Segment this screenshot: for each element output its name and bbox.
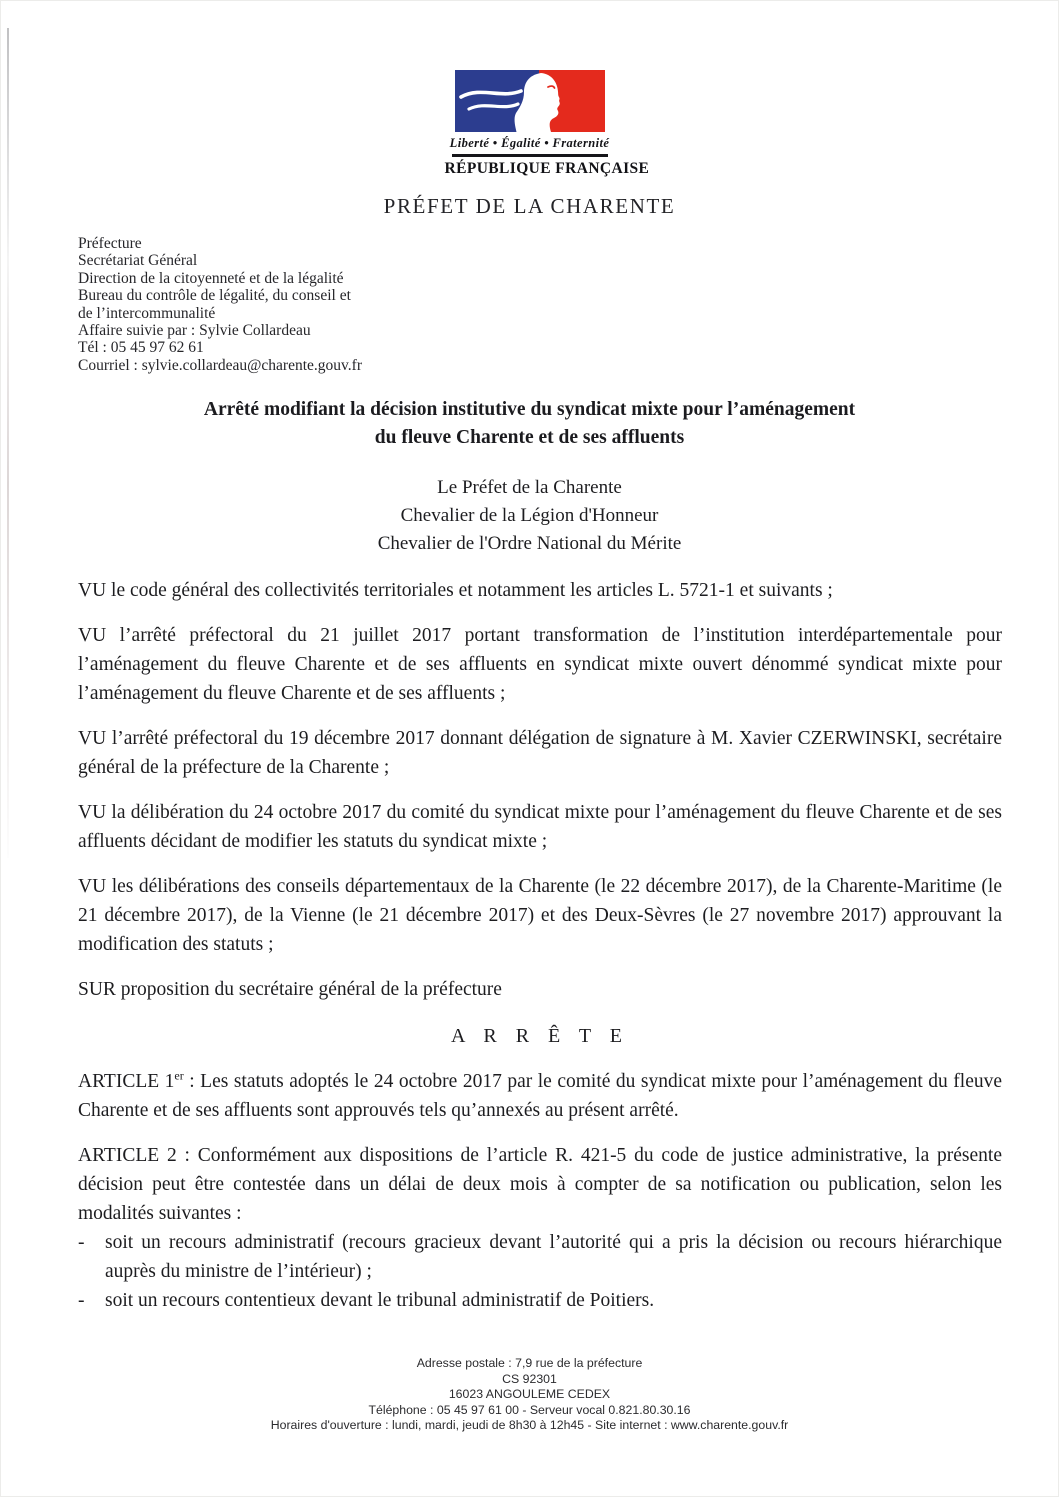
footer-postal-address: Adresse postale : 7,9 rue de la préfecture — [416, 1356, 643, 1371]
french-republic-logo — [444, 70, 650, 178]
contact-line: Direction de la citoyenneté et de la légalité — [78, 269, 344, 287]
footer-city: 16023 ANGOULEME CEDEX — [448, 1387, 611, 1402]
logo-divider — [452, 154, 608, 157]
recital-paragraph: VU les délibérations des conseils départementaux de la Charente (le 22 décembre 2017), de la Charente-Maritime (le 21 décembre 2017), de la Vienne (le 21 décembre 2017) et des Deux-Sèvres (le 27 novembre 2017) approuvant la modification des statuts ; — [78, 876, 1002, 956]
contact-line: Secrétariat Général — [78, 252, 198, 270]
document-title — [0, 396, 1059, 452]
recital-paragraph: VU la délibération du 24 octobre 2017 du comité du syndicat mixte pour l’aménagement du fleuve Charente et de ses affluents décidant de modifier les statuts du syndicat mixte ; — [78, 802, 1002, 853]
recourse-item-text: soit un recours contentieux devant le tribunal administratif de Poitiers. — [105, 1290, 655, 1312]
recourse-list-item — [78, 1286, 1002, 1315]
contact-line: Bureau du contrôle de légalité, du conseil et — [78, 287, 351, 305]
recital-paragraph: VU l’arrêté préfectoral du 21 juillet 2017 portant transformation de l’institution interdépartementale pour l’aménagement du fleuve Charente et de ses affluents en syndicat mixte ouvert dénommé syndicat mixte pour l’aménagement du fleuve Charente et de ses affluents ; — [78, 625, 1002, 705]
article-2-paragraph: ARTICLE 2 : Conformément aux dispositions de l’article R. 421-5 du code de justice administrative, la présente décision peut être contestée dans un délai de deux mois à compter de sa notification ou publication, selon les modalités suivantes : — [78, 1145, 1002, 1225]
republic-motto: Liberté • Égalité • Fraternité — [449, 136, 610, 150]
contact-line: Affaire suivie par : Sylvie Collardeau — [78, 322, 311, 340]
contact-line: Préfecture — [78, 235, 142, 252]
page-footer — [0, 1356, 1059, 1434]
contact-line-email: Courriel : sylvie.collardeau@charente.gouv.fr — [78, 356, 362, 374]
recital-paragraph: SUR proposition du secrétaire général de la préfecture — [78, 979, 502, 1001]
issuer-line: Chevalier de l'Ordre National du Mérite — [377, 533, 682, 555]
marianne-icon — [455, 70, 605, 132]
document-title-line1: Arrêté modifiant la décision institutive du syndicat mixte pour l’aménagement — [203, 399, 856, 421]
document-title-line2: du fleuve Charente et de ses affluents — [374, 427, 685, 449]
contact-line: de l’intercommunalité — [78, 304, 216, 322]
footer-cs-box: CS 92301 — [502, 1371, 557, 1386]
recital-paragraph: VU le code général des collectivités territoriales et notamment les articles L. 5721-1 et suivants ; — [78, 580, 833, 602]
recourse-item-text: soit un recours administratif (recours gracieux devant l’autorité qui a pris la décision ou recours hiérarchique auprès du ministre de l’intérieur) ; — [105, 1232, 1002, 1283]
issuer-line: Chevalier de la Légion d'Honneur — [400, 505, 659, 527]
bullet-dash: - — [78, 1232, 85, 1254]
republic-name: RÉPUBLIQUE FRANÇAISE — [444, 160, 650, 177]
arrete-heading: A R R Ê T E — [451, 1025, 629, 1048]
article-1-ordinal: er — [174, 1068, 184, 1083]
article-1-paragraph — [78, 1067, 1002, 1125]
footer-hours-website: Horaires d'ouverture : lundi, mardi, jeudi de 8h30 à 12h45 - Site internet : www.charente.gouv.fr — [270, 1418, 789, 1433]
issuer-block — [0, 474, 1059, 558]
recital-paragraph: VU l’arrêté préfectoral du 19 décembre 2017 donnant délégation de signature à M. Xavier CZERWINSKI, secrétaire général de la préfecture de la Charente ; — [78, 728, 1002, 779]
contact-line: Tél : 05 45 97 62 61 — [78, 339, 204, 357]
recourse-list-item — [78, 1228, 1002, 1286]
article-1-text: : Les statuts adoptés le 24 octobre 2017 par le comité du syndicat mixte pour l’aménagement du fleuve Charente et de ses affluents sont approuvés tels qu’annexés au présent arrêté. — [78, 1071, 1002, 1122]
bullet-dash: - — [78, 1290, 85, 1312]
article-1-label: ARTICLE 1 — [78, 1071, 175, 1093]
footer-phone: Téléphone : 05 45 97 61 00 - Serveur vocal 0.821.80.30.16 — [368, 1402, 691, 1417]
prefect-title: PRÉFET DE LA CHARENTE — [383, 194, 676, 218]
contact-block — [78, 235, 1059, 374]
document-body — [0, 576, 1059, 1315]
issuer-line: Le Préfet de la Charente — [437, 477, 622, 499]
